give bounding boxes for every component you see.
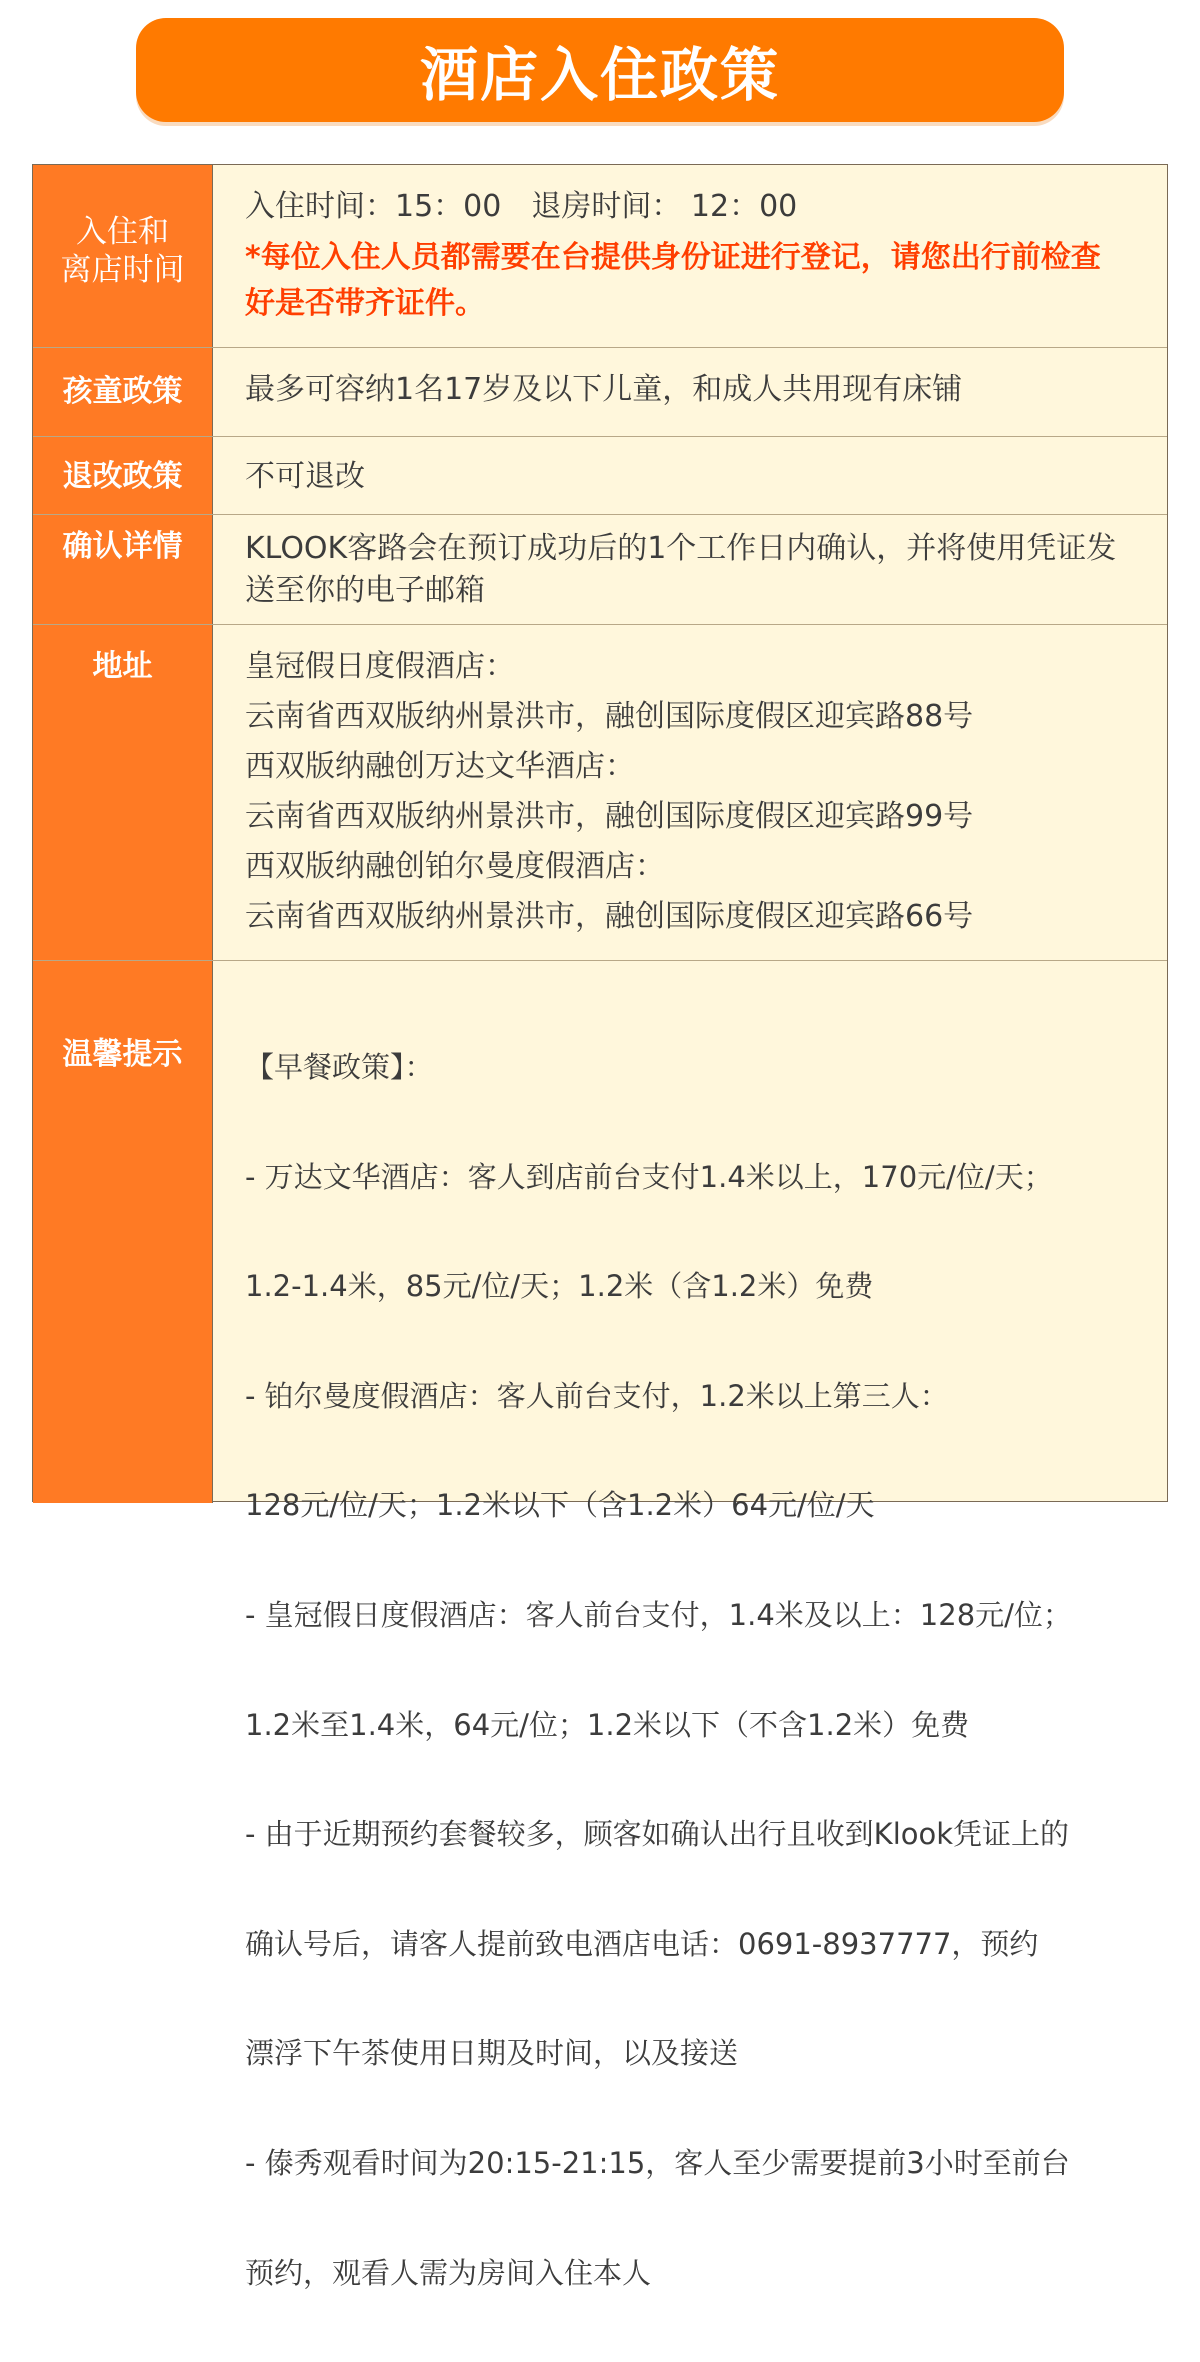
table-row-tips <box>33 961 1167 2290</box>
row-label-checkin: 入住和 离店时间 <box>60 214 185 288</box>
policy-table <box>32 164 1168 2290</box>
row-content-tips <box>245 979 1151 2362</box>
tip-line: - 傣秀观看时间为20:15-21:15，客人至少需要提前3小时至前台 <box>245 2145 1070 2180</box>
tip-line: 1.2米至1.4米，64元/位；1.2米以下（不含1.2米）免费 <box>245 1707 970 1742</box>
address-line: 西双版纳融创万达文华酒店： <box>245 749 635 784</box>
address-line: 云南省西双版纳州景洪市，融创国际度假区迎宾路66号 <box>245 899 974 934</box>
id-warning-line-1: *每位入住人员都需要在台提供身份证进行登记，请您出行前检查 <box>245 240 1101 275</box>
table-row-address <box>33 625 1167 961</box>
tip-line: 预约，观看人需为房间入住本人 <box>245 2255 652 2290</box>
row-label-refund: 退改政策 <box>62 459 183 494</box>
row-label-tips: 温馨提示 <box>62 1037 183 1072</box>
tip-line: 确认号后，请客人提前致电酒店电话：0691-8937777，预约 <box>245 1926 1039 1961</box>
tip-line: - 铂尔曼度假酒店：客人前台支付，1.2米以上第三人： <box>245 1378 949 1413</box>
row-content-address <box>245 642 1151 942</box>
row-label-cell <box>33 515 213 624</box>
confirm-text-line-1: KLOOK客路会在预订成功后的1个工作日内确认，并将使用凭证发 <box>245 531 1117 566</box>
address-line: 西双版纳融创铂尔曼度假酒店： <box>245 849 665 884</box>
row-label-cell <box>33 961 213 1503</box>
row-label-children: 孩童政策 <box>62 374 183 409</box>
row-label-address: 地址 <box>92 649 153 684</box>
row-content-confirm <box>245 528 1151 612</box>
table-row-children <box>33 348 1167 437</box>
address-line: 云南省西双版纳州景洪市，融创国际度假区迎宾路99号 <box>245 799 974 834</box>
table-row-checkin <box>33 165 1167 348</box>
row-label-cell <box>33 625 213 960</box>
tip-line: 128元/位/天；1.2米以下（含1.2米）64元/位/天 <box>245 1488 875 1523</box>
id-warning-line-2: 好是否带齐证件。 <box>245 286 485 321</box>
tip-line: 1.2-1.4米，85元/位/天；1.2米（含1.2米）免费 <box>245 1269 874 1304</box>
page-title: 酒店入住政策 <box>419 41 780 109</box>
table-row-refund <box>33 437 1167 515</box>
row-content-checkin <box>245 187 1151 326</box>
checkin-time: 入住时间：15：00 <box>245 189 502 224</box>
refund-policy-text: 不可退改 <box>245 459 365 494</box>
checkin-times <box>245 187 1151 227</box>
address-line: 云南省西双版纳州景洪市，融创国际度假区迎宾路88号 <box>245 699 974 734</box>
row-label-cell <box>33 437 213 514</box>
table-row-confirm <box>33 515 1167 625</box>
row-label-cell <box>33 348 213 436</box>
address-line: 皇冠假日度假酒店： <box>245 649 515 684</box>
tip-line: 【早餐政策】： <box>245 1050 434 1084</box>
checkout-time: 退房时间： 12：00 <box>531 189 798 224</box>
title-banner <box>136 18 1064 122</box>
tip-line: 漂浮下午茶使用日期及时间，以及接送 <box>245 2036 739 2071</box>
confirm-text-line-2: 送至你的电子邮箱 <box>245 573 485 608</box>
children-policy-text: 最多可容纳1名17岁及以下儿童，和成人共用现有床铺 <box>245 372 963 407</box>
tip-line: - 万达文华酒店：客人到店前台支付1.4米以上，170元/位/天； <box>245 1159 1053 1194</box>
tip-line: - 皇冠假日度假酒店：客人前台支付，1.4米及以上：128元/位； <box>245 1597 1072 1632</box>
tip-line: - 由于近期预约套餐较多，顾客如确认出行且收到Klook凭证上的 <box>245 1817 1070 1852</box>
row-label-confirm: 确认详情 <box>62 529 183 564</box>
row-label-cell <box>33 165 213 347</box>
